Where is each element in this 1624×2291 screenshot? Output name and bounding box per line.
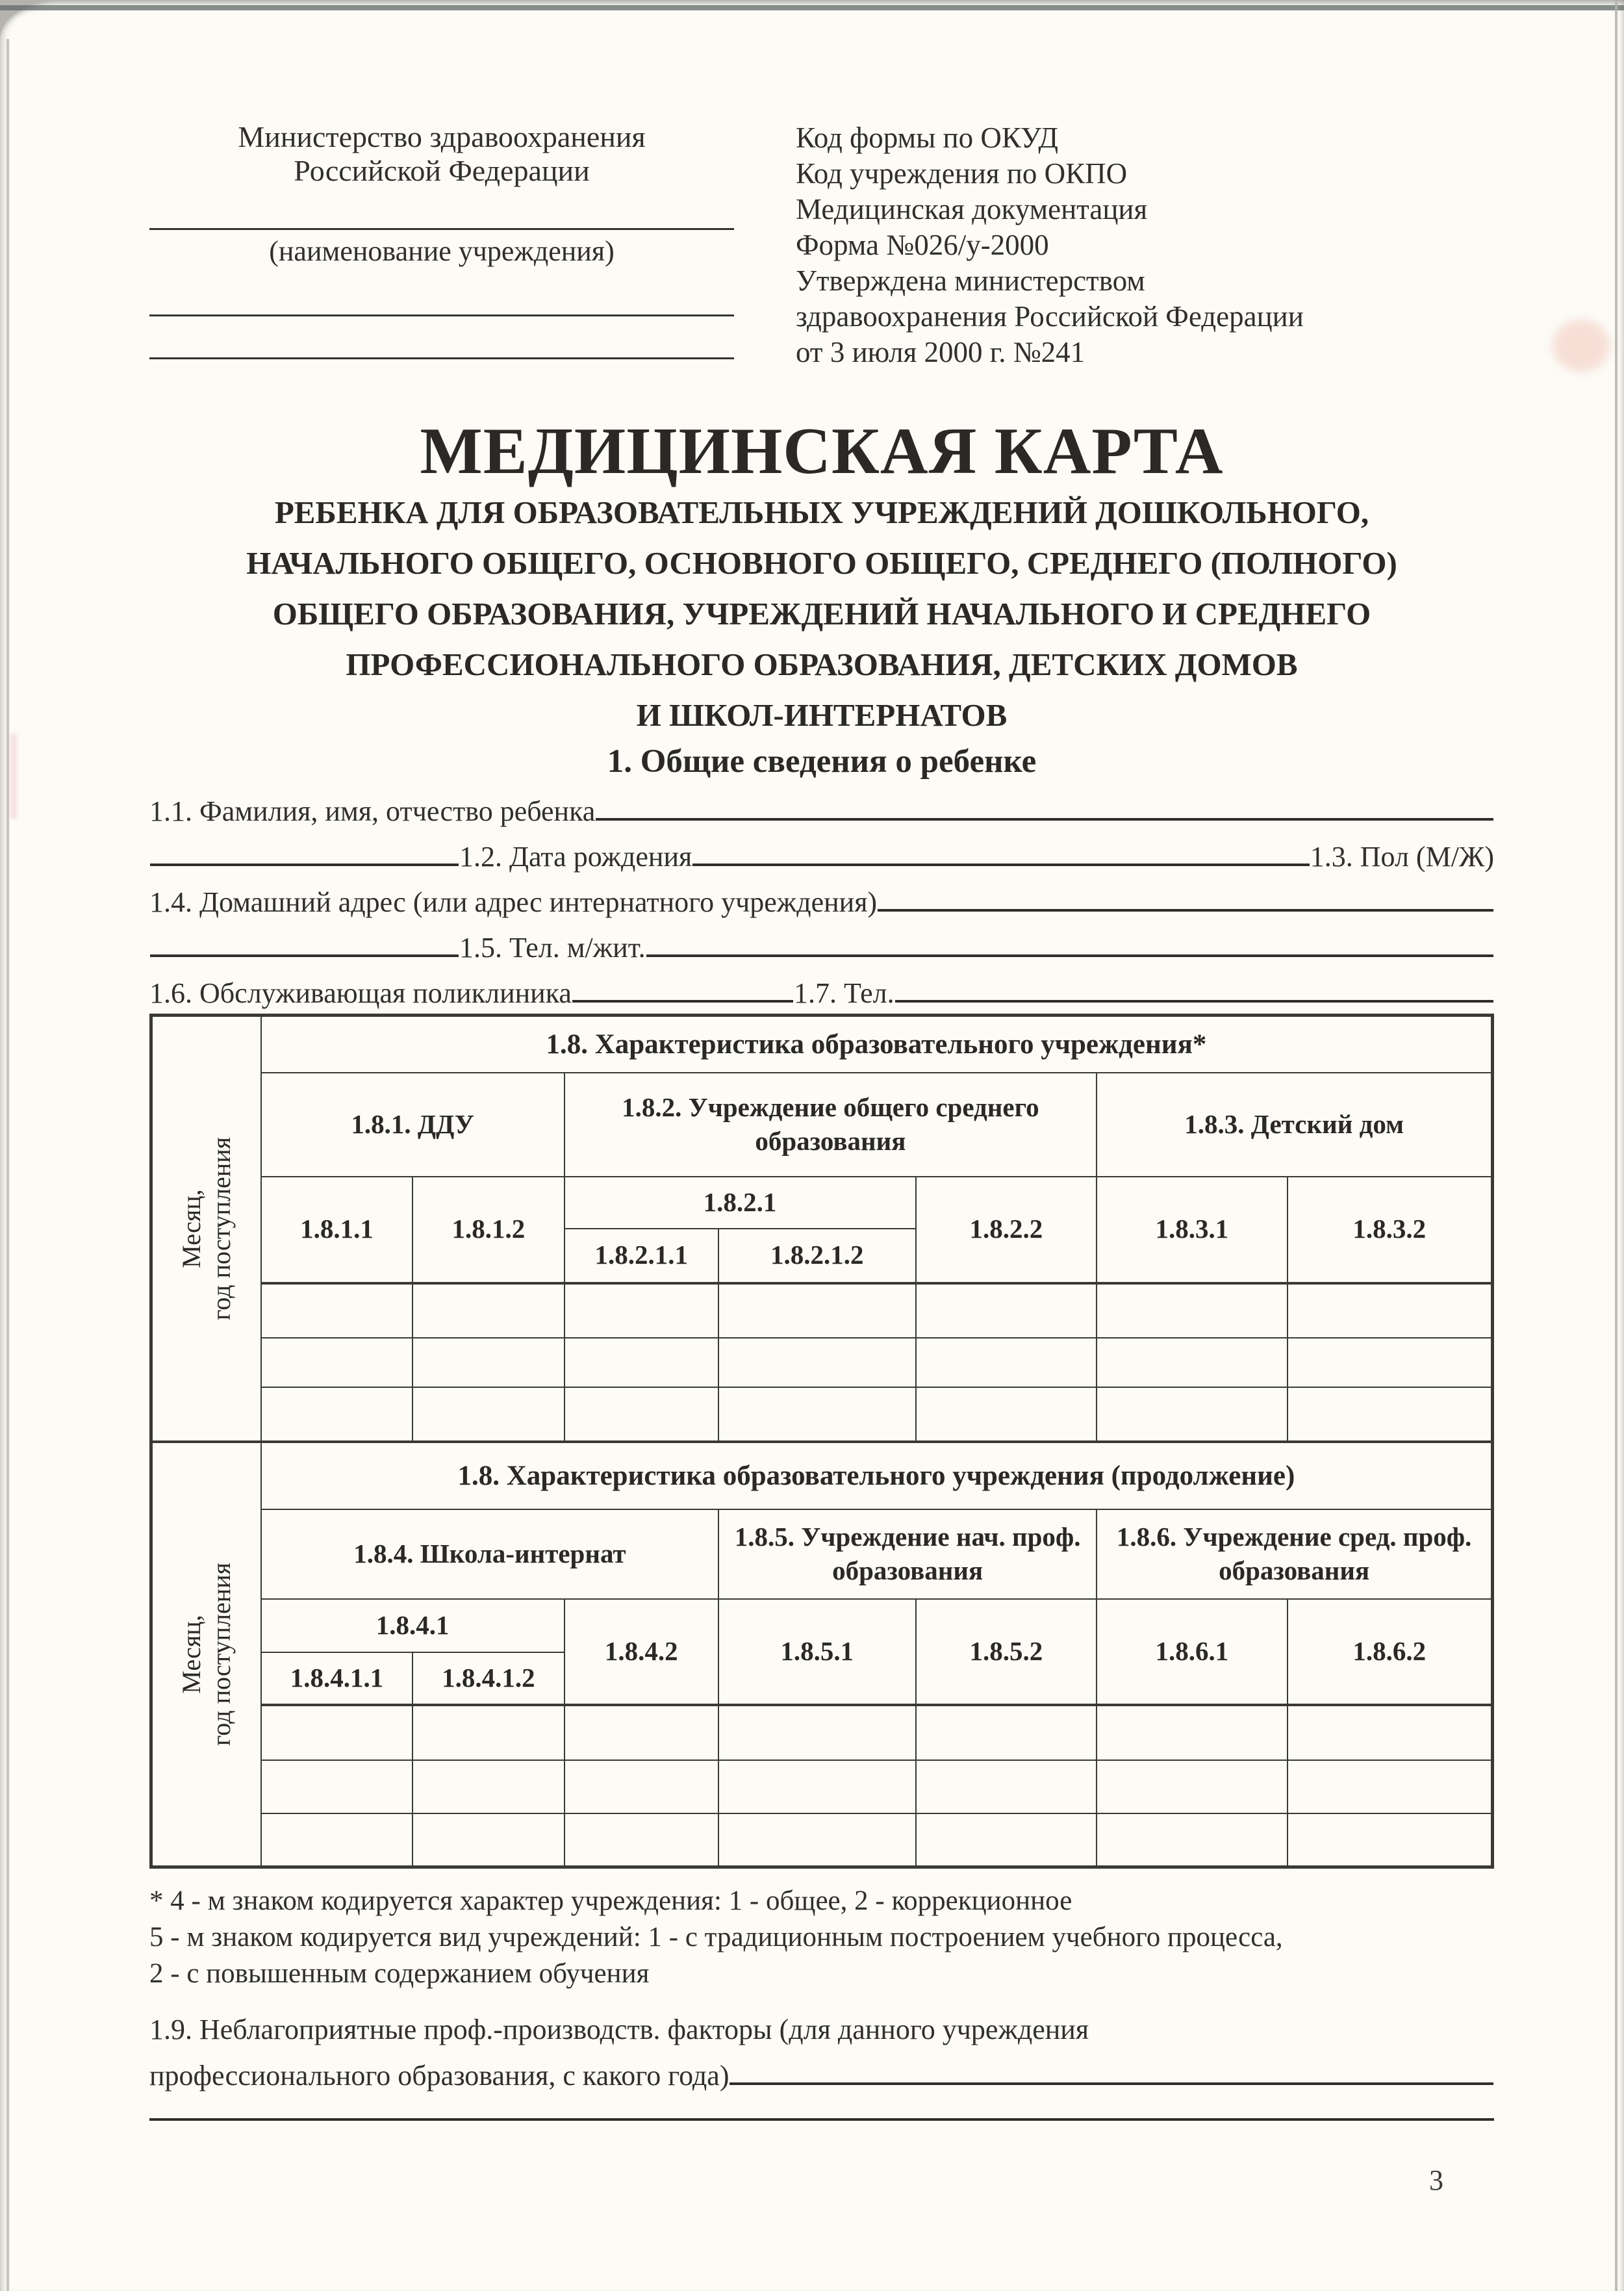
field-1-2-label: 1.2. Дата рождения (459, 840, 692, 873)
blank-cell (1097, 1283, 1287, 1338)
field-1-4-blank (878, 909, 1493, 912)
table1-side-label (177, 1137, 236, 1320)
field-1-9-blank (730, 2082, 1493, 2085)
side-label-word-2: год поступления (206, 1136, 236, 1320)
section-1-heading: 1. Общие сведения о ребенке (607, 743, 1037, 780)
education-institution-table (149, 1014, 1494, 1869)
field-1-1-row (149, 781, 1494, 826)
blank-cell (1097, 1338, 1287, 1387)
issuing-authority-block (149, 120, 734, 359)
table2-col-1-8-4-1: 1.8.4.1 (261, 1599, 565, 1652)
table1-col-1-8-3-1: 1.8.3.1 (1097, 1177, 1287, 1283)
table1-col-1-8-2-2: 1.8.2.2 (916, 1177, 1097, 1283)
table1-empty-row (151, 1283, 1493, 1338)
blank-cell (261, 1283, 412, 1338)
general-info-fields (149, 781, 1494, 1008)
side-label-word-1: Месяц, (176, 1189, 206, 1268)
table1-empty-row (151, 1387, 1493, 1442)
field-1-7-label: 1.7. Тел. (793, 977, 894, 1009)
blank-cell (412, 1813, 564, 1867)
table2-col-1-8-5-1: 1.8.5.1 (718, 1599, 916, 1705)
table1-group-orphanage: 1.8.3. Детский дом (1097, 1073, 1492, 1177)
field-1-2-blank (692, 864, 1310, 866)
blank-cell (412, 1387, 564, 1442)
field-1-9-row (149, 2050, 1494, 2091)
table2-group-primary-vocational: 1.8.5. Учреждение нач. проф. образования (718, 1509, 1097, 1599)
field-1-1-blank (596, 818, 1493, 821)
table2-col-1-8-5-2: 1.8.5.2 (916, 1599, 1097, 1705)
blank-cell (1288, 1813, 1493, 1867)
field-1-6-1-7-row (149, 963, 1494, 1008)
subtitle-line: И ШКОЛ-ИНТЕРНАТОВ (636, 697, 1008, 733)
field-1-7-blank (895, 1000, 1493, 1003)
table2-col-1-8-4-2: 1.8.4.2 (565, 1599, 718, 1705)
table2-title: 1.8. Характеристика образовательного учреждения (продолжение) (261, 1442, 1493, 1509)
scan-edge-top (0, 5, 1624, 10)
table1-side-label-cell (151, 1016, 261, 1442)
field-1-9-label-line-1: 1.9. Неблагоприятные проф.-производств. факторы (для данного учреждения (149, 2014, 1089, 2045)
blank-cell (718, 1705, 916, 1760)
field-1-1-label: 1.1. Фамилия, имя, отчество ребенка (149, 795, 596, 827)
document-title: МЕДИЦИНСКАЯ КАРТА (420, 415, 1224, 488)
table1-group-secondary-education: 1.8.2. Учреждение общего среднего образования (565, 1073, 1097, 1177)
field-1-4-row (149, 872, 1494, 917)
table1-title: 1.8. Характеристика образовательного учреждения* (261, 1016, 1493, 1073)
blank-cell (565, 1705, 718, 1760)
footnote-line-3: 2 - с повышенным содержанием обучения (149, 1958, 650, 1989)
field-1-9-block (149, 2009, 1494, 2091)
blank-cell (1097, 1813, 1287, 1867)
table2-side-label-cell (151, 1442, 261, 1867)
blank-cell (412, 1760, 564, 1813)
table1-col-1-8-2-1-1: 1.8.2.1.1 (565, 1229, 718, 1283)
blank-cell (261, 1760, 412, 1813)
document-subtitle (149, 487, 1494, 741)
form-code-block (796, 120, 1494, 370)
blank-cell (916, 1760, 1097, 1813)
blank-cell (916, 1813, 1097, 1867)
field-1-6-label: 1.6. Обслуживающая поликлиника (149, 977, 572, 1009)
field-1-6-blank (572, 1000, 793, 1003)
field-1-5-label: 1.5. Тел. м/жит. (459, 931, 646, 964)
approved-line-2: здравоохранения Российской Федерации (796, 300, 1304, 333)
document-header (149, 120, 1494, 370)
table1-col-1-8-2-1: 1.8.2.1 (565, 1177, 916, 1229)
table1-col-1-8-1-2: 1.8.1.2 (412, 1177, 564, 1283)
field-1-5-row (149, 917, 1494, 963)
subtitle-line: ПРОФЕССИОНАЛЬНОГО ОБРАЗОВАНИЯ, ДЕТСКИХ ДОМОВ (346, 646, 1298, 682)
blank-cell (718, 1813, 916, 1867)
table1-col-1-8-1-1: 1.8.1.1 (261, 1177, 412, 1283)
field-1-4-continuation-blank (150, 954, 459, 957)
blank-cell (565, 1813, 718, 1867)
blank-cell (718, 1760, 916, 1813)
blank-cell (412, 1338, 564, 1387)
form-number-line: Форма №026/у-2000 (796, 229, 1049, 261)
field-1-1-continuation-blank (150, 864, 459, 866)
blank-cell (916, 1705, 1097, 1760)
table2-col-1-8-4-1-1: 1.8.4.1.1 (261, 1652, 412, 1705)
footnote-line-2: 5 - м знаком кодируется вид учреждений: 1 - с традиционным построением учебного процесса, (149, 1922, 1283, 1952)
field-1-4-label: 1.4. Домашний адрес (или адрес интернатного учреждения) (149, 886, 878, 918)
approval-date-line: от 3 июля 2000 г. №241 (796, 336, 1085, 368)
blank-cell (1288, 1705, 1493, 1760)
blank-cell (1097, 1760, 1287, 1813)
table2-col-1-8-6-1: 1.8.6.1 (1097, 1599, 1287, 1705)
blank-cell (261, 1387, 412, 1442)
field-1-5-blank (646, 954, 1493, 957)
blank-cell (261, 1338, 412, 1387)
table2-col-1-8-4-1-2: 1.8.4.1.2 (412, 1652, 564, 1705)
side-label-word-1: Месяц, (176, 1615, 206, 1694)
institution-name-caption: (наименование учреждения) (269, 235, 615, 267)
field-1-2-1-3-row (149, 826, 1494, 872)
blank-cell (565, 1338, 718, 1387)
blank-cell (718, 1283, 916, 1338)
blank-cell (1097, 1387, 1287, 1442)
blank-cell (565, 1760, 718, 1813)
blank-cell (1288, 1338, 1493, 1387)
subtitle-line: РЕБЕНКА ДЛЯ ОБРАЗОВАТЕЛЬНЫХ УЧРЕЖДЕНИЙ ДОШКОЛЬНОГО, (274, 494, 1369, 530)
table-footnote (149, 1883, 1494, 1992)
field-1-9-label-line-2: профессионального образования, с какого года) (149, 2059, 730, 2092)
approved-line-1: Утверждена министерством (796, 264, 1145, 297)
table2-empty-row (151, 1705, 1493, 1760)
ministry-line-2: Российской Федерации (294, 154, 590, 187)
okpo-code-line: Код учреждения по ОКПО (796, 157, 1128, 190)
table1-col-1-8-2-1-2: 1.8.2.1.2 (718, 1229, 916, 1283)
medical-documentation-line: Медицинская документация (796, 193, 1148, 225)
table1-group-ddu: 1.8.1. ДДУ (261, 1073, 565, 1177)
blank-line (149, 314, 734, 316)
blank-cell (1288, 1387, 1493, 1442)
ministry-line-1: Министерство здравоохранения (238, 120, 646, 153)
page-number: 3 (1429, 2164, 1443, 2196)
blank-cell (412, 1283, 564, 1338)
blank-cell (261, 1813, 412, 1867)
continuation-blank-line (149, 2118, 1494, 2121)
okud-code-line: Код формы по ОКУД (796, 122, 1059, 154)
side-label-word-2: год поступления (206, 1562, 236, 1746)
blank-cell (916, 1387, 1097, 1442)
table2-col-1-8-6-2: 1.8.6.2 (1288, 1599, 1493, 1705)
table2-group-secondary-vocational: 1.8.6. Учреждение сред. проф. образования (1097, 1509, 1492, 1599)
table2-side-label (177, 1563, 236, 1746)
blank-cell (1097, 1705, 1287, 1760)
field-1-3-label: 1.3. Пол (М/Ж) (1310, 840, 1494, 873)
blank-line (149, 357, 734, 359)
blank-cell (916, 1283, 1097, 1338)
document-content (0, 120, 1624, 2121)
blank-cell (565, 1387, 718, 1442)
blank-cell (916, 1338, 1097, 1387)
blank-cell (718, 1338, 916, 1387)
table1-col-1-8-3-2: 1.8.3.2 (1288, 1177, 1493, 1283)
footnote-line-1: * 4 - м знаком кодируется характер учреждения: 1 - общее, 2 - коррекционное (149, 1886, 1072, 1916)
table2-group-boarding-school: 1.8.4. Школа-интернат (261, 1509, 718, 1599)
blank-cell (1288, 1760, 1493, 1813)
blank-cell (1288, 1283, 1493, 1338)
subtitle-line: НАЧАЛЬНОГО ОБЩЕГО, ОСНОВНОГО ОБЩЕГО, СРЕДНЕГО (ПОЛНОГО) (246, 545, 1397, 581)
subtitle-line: ОБЩЕГО ОБРАЗОВАНИЯ, УЧРЕЖДЕНИЙ НАЧАЛЬНОГО И СРЕДНЕГО (272, 596, 1371, 632)
table2-empty-row (151, 1813, 1493, 1867)
blank-cell (565, 1283, 718, 1338)
institution-name-blank-line (149, 228, 734, 230)
blank-cell (261, 1705, 412, 1760)
table2-empty-row (151, 1760, 1493, 1813)
blank-cell (718, 1387, 916, 1442)
table1-empty-row (151, 1338, 1493, 1387)
blank-cell (412, 1705, 564, 1760)
